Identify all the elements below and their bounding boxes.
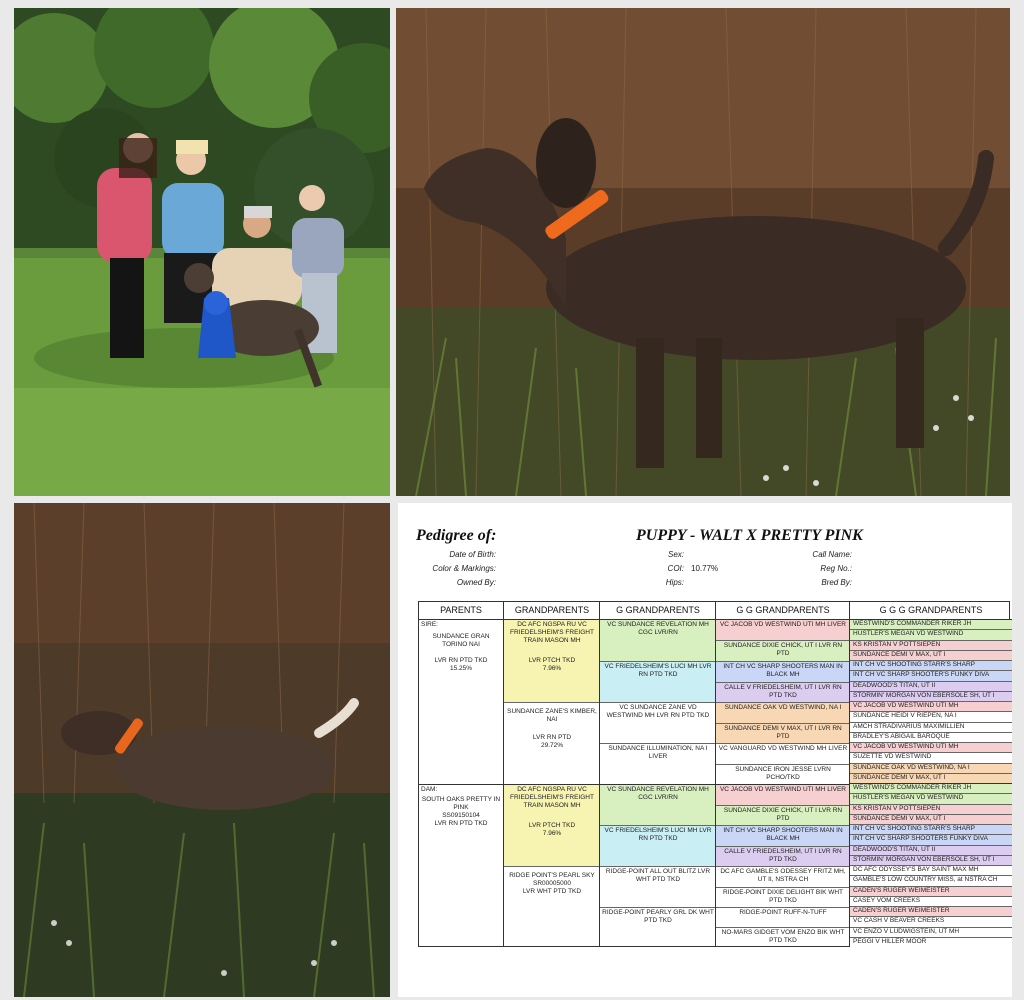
dog-standing-photo (396, 8, 1010, 496)
gg-grandparent-cell: SUNDANCE IRON JESSE LVRN PCHO/TKD (716, 765, 850, 785)
ggg-grandparent-cell: KS KRISTAN V POTTSIEPEN (850, 641, 1012, 651)
grandparent-name: DC AFC NGSPA RU VC FRIEDELSHEIM'S FREIGHT TRAIN MASON MH (510, 621, 594, 644)
grandparent-titles: LVR RN PTD (532, 734, 572, 741)
family-photo (14, 8, 390, 496)
coi-value: 10.77% (691, 564, 719, 573)
grandparent-titles: LVR WHT PTD TKD (522, 888, 582, 895)
g-grandparent-cell: VC SUNDANCE ZANE VD WESTWIND MH LVR RN PTD TKD (600, 703, 716, 744)
ggg-grandparent-cell: VC JACOB VD WESTWIND UTI MH (850, 743, 1012, 753)
grandparent-cell (504, 620, 600, 703)
ggg-grandparent-cell: DC AFC ODYSSEY'S BAY SAINT MAX MH (850, 866, 1012, 876)
ggg-grandparent-cell: VC ENZO V LUDWIGSTEIN, UT MH (850, 928, 1012, 938)
gg-grandparent-cell: VC VANGUARD VD WESTWIND MH LIVER (716, 744, 850, 765)
grandparent-cell (504, 867, 600, 948)
pedigree-document (398, 503, 1012, 997)
reg-no-label: Reg No.: (820, 564, 852, 573)
grandparent-pct: 7.96% (542, 830, 562, 837)
dog-running-art (14, 503, 390, 997)
g-grandparent-cell: VC FRIEDELSHEIM'S LUCI MH LVR RN PTD TKD (600, 826, 716, 867)
dam-titles: LVR RN PTD TKD (434, 820, 488, 827)
gg-grandparent-cell: RIDGE-POINT DIXIE DELIGHT BIK WHT PTD TKD (716, 888, 850, 908)
call-name-label: Call Name: (812, 550, 852, 559)
dam-cell (419, 785, 503, 948)
dog-standing-art (396, 8, 1010, 496)
grandparent-name: DC AFC NGSPA RU VC FRIEDELSHEIM'S FREIGHT TRAIN MASON MH (510, 786, 594, 809)
gg-grandparent-cell: SUNDANCE DIXIE CHICK, UT I LVR RN PTD (716, 641, 850, 662)
grandparents-column (503, 602, 600, 946)
ggg-grandparent-cell: SUZETTE VD WESTWIND (850, 753, 1012, 763)
ggg-grandparent-cell: INT CH VC SHOOTING STARR'S SHARP (850, 661, 1012, 671)
gg-grandparent-cell: VC JACOB VD WESTWIND UTI MH LIVER (716, 620, 850, 641)
bred-by-label: Bred By: (821, 578, 852, 587)
gg-grandparent-cell: INT CH VC SHARP SHOOTERS MAN IN BLACK MH (716, 826, 850, 847)
parents-column (419, 602, 503, 946)
ggg-grandparent-cell: STORMIN' MORGAN VON EBERSOLE SH, UT I (850, 856, 1012, 866)
dam-reg: SS09150104 (442, 812, 480, 819)
ggg-grandparent-cell: SUNDANCE OAK VD WESTWIND, NA I (850, 764, 1012, 774)
hips-label: Hips: (665, 578, 684, 587)
color-label: Color & Markings: (432, 564, 496, 573)
sire-titles: LVR RN PTD TKD (434, 657, 488, 664)
pedigree-title: PUPPY - WALT X PRETTY PINK (636, 527, 863, 544)
header-gg-grandparents: G G GRANDPARENTS (716, 602, 850, 620)
owned-label: Owned By: (456, 578, 496, 587)
grandparent-titles: LVR PTCH TKD (528, 657, 576, 664)
ggg-grandparent-cell: CADEN'S RUGER WEIMEISTER (850, 887, 1012, 897)
ggg-grandparent-cell: HUSTLER'S MEGAN VD WESTWIND (850, 794, 1012, 804)
sire-name: SUNDANCE GRAN TORINO NAI (432, 633, 490, 648)
ggg-grandparent-cell: GAMBLE'S LOW COUNTRY MISS, at NSTRA CH (850, 876, 1012, 886)
pedigree-heading: Pedigree of: (416, 527, 497, 544)
gg-grandparent-cell: CALLE V FRIEDELSHEIM, UT I LVR RN PTD TKD (716, 847, 850, 867)
g-grandparents-column (599, 602, 716, 946)
gg-grandparent-cell: SUNDANCE OAK VD WESTWIND, NA I (716, 703, 850, 724)
ggg-grandparent-cell: BRADLEY'S ABIGAIL BAROQUE (850, 733, 1012, 743)
ggg-grandparent-cell: INT CH VC SHARP SHOOTER'S FUNKY DIVA (850, 671, 1012, 681)
ggg-grandparent-cell: SUNDANCE DEMI V MAX, UT I (850, 774, 1012, 784)
grandparent-name: SUNDANCE ZANE'S KIMBER, NAI (507, 708, 597, 723)
g-grandparent-cell: VC SUNDANCE REVELATION MH CGC LVR/RN (600, 785, 716, 826)
grandparent-titles: LVR PTCH TKD (528, 822, 576, 829)
grandparent-pct: 7.96% (542, 665, 562, 672)
ggg-grandparent-cell: AMCH STRADIVARIUS MAXIMILLIEN (850, 723, 1012, 733)
ggg-grandparent-cell: DEADWOOD'S TITAN, UT II (850, 846, 1012, 856)
ggg-grandparent-cell: WESTWIND'S COMMANDER RIKER JH (850, 620, 1012, 630)
gg-grandparent-cell: SUNDANCE DEMI V MAX, UT I LVR RN PTD (716, 724, 850, 744)
gg-grandparent-cell: CALLE V FRIEDELSHEIM, UT I LVR RN PTD TKD (716, 683, 850, 703)
grandparent-reg: SR00005000 (533, 880, 571, 887)
g-grandparent-cell: RIDGE-POINT ALL OUT BLITZ LVR WHT PTD TKD (600, 867, 716, 908)
grandparent-cell (504, 703, 600, 785)
ggg-grandparent-cell: CASEY VOM CREEKS (850, 897, 1012, 907)
gg-grandparent-cell: INT CH VC SHARP SHOOTERS MAN IN BLACK MH (716, 662, 850, 683)
grandparent-name: RIDGE POINT'S PEARL SKY (509, 872, 595, 879)
sire-pct: 15.25% (449, 665, 473, 672)
grandparent-pct: 29.72% (540, 742, 564, 749)
sex-label: Sex: (667, 550, 684, 559)
ggg-grandparent-cell: SUNDANCE DEMI V MAX, UT I (850, 651, 1012, 661)
ggg-grandparent-cell: STORMIN' MORGAN VON EBERSOLE SH, UT I (850, 692, 1012, 702)
g-grandparent-cell: SUNDANCE ILLUMINATION, NA I LIVER (600, 744, 716, 785)
gg-grandparent-cell: DC AFC GAMBLE'S ODESSEY FRITZ MH, UT II, NSTRA CH (716, 867, 850, 888)
gg-grandparents-column (715, 602, 850, 946)
ggg-grandparents-column (849, 602, 1012, 946)
dog-running-photo (14, 503, 390, 997)
dam-name: SOUTH OAKS PRETTY IN PINK (421, 796, 501, 811)
dob-label: Date of Birth: (449, 550, 496, 559)
g-grandparent-cell: VC FRIEDELSHEIM'S LUCI MH LVR RN PTD TKD (600, 662, 716, 703)
ggg-grandparent-cell: PEGGI V HILLER MOOR (850, 938, 1012, 948)
pedigree-table (418, 601, 1010, 947)
gg-grandparent-cell: SUNDANCE DIXIE CHICK, UT I LVR RN PTD (716, 806, 850, 826)
header-grandparents: GRANDPARENTS (504, 602, 600, 620)
ggg-grandparent-cell: HUSTLER'S MEGAN VD WESTWIND (850, 630, 1012, 640)
gg-grandparent-cell: NO-MARS GIDGET VOM ENZO BIK WHT PTD TKD (721, 929, 845, 944)
dam-label: DAM: (421, 786, 438, 793)
header-g-grandparents: G GRANDPARENTS (600, 602, 716, 620)
ggg-grandparent-cell: WESTWIND'S COMMANDER RIKER JH (850, 784, 1012, 794)
gg-grandparent-cell: VC JACOB VD WESTWIND UTI MH LIVER (716, 785, 850, 806)
sire-label: SIRE: (421, 621, 438, 628)
ggg-grandparent-cell: SUNDANCE HEIDI V RIEPEN, NA I (850, 712, 1012, 722)
ggg-grandparent-cell: DEADWOOD'S TITAN, UT II (850, 682, 1012, 692)
header-parents: PARENTS (419, 602, 503, 620)
coi-label: COI: (667, 564, 684, 573)
grandparent-cell (504, 785, 600, 867)
family-photo-art (14, 8, 390, 496)
sire-cell (419, 620, 503, 785)
header-ggg-grandparents: G G G GRANDPARENTS (850, 602, 1012, 620)
ggg-grandparent-cell: CADEN'S RUGER WEIMEISTER (850, 907, 1012, 917)
ggg-grandparent-cell: VC JACOB VD WESTWIND UTI MH (850, 702, 1012, 712)
gg-grandparent-cell: RIDGE-POINT RUFF-N-TUFF (716, 908, 850, 928)
ggg-grandparent-cell: VC CASH V BEAVER CREEKS (850, 917, 1012, 927)
g-grandparent-cell: VC SUNDANCE REVELATION MH CGC LVR/RN (600, 620, 716, 662)
ggg-grandparent-cell: INT CH VC SHARP SHOOTERS FUNKY DIVA (850, 835, 1012, 845)
g-grandparent-cell: RIDGE-POINT PEARLY GRL DK WHT PTD TKD (602, 909, 714, 924)
ggg-grandparent-cell: INT CH VC SHOOTING STARR'S SHARP (850, 825, 1012, 835)
ggg-grandparent-cell: SUNDANCE DEMI V MAX, UT I (850, 815, 1012, 825)
ggg-grandparent-cell: KS KRISTAN V POTTSIEPEN (850, 805, 1012, 815)
